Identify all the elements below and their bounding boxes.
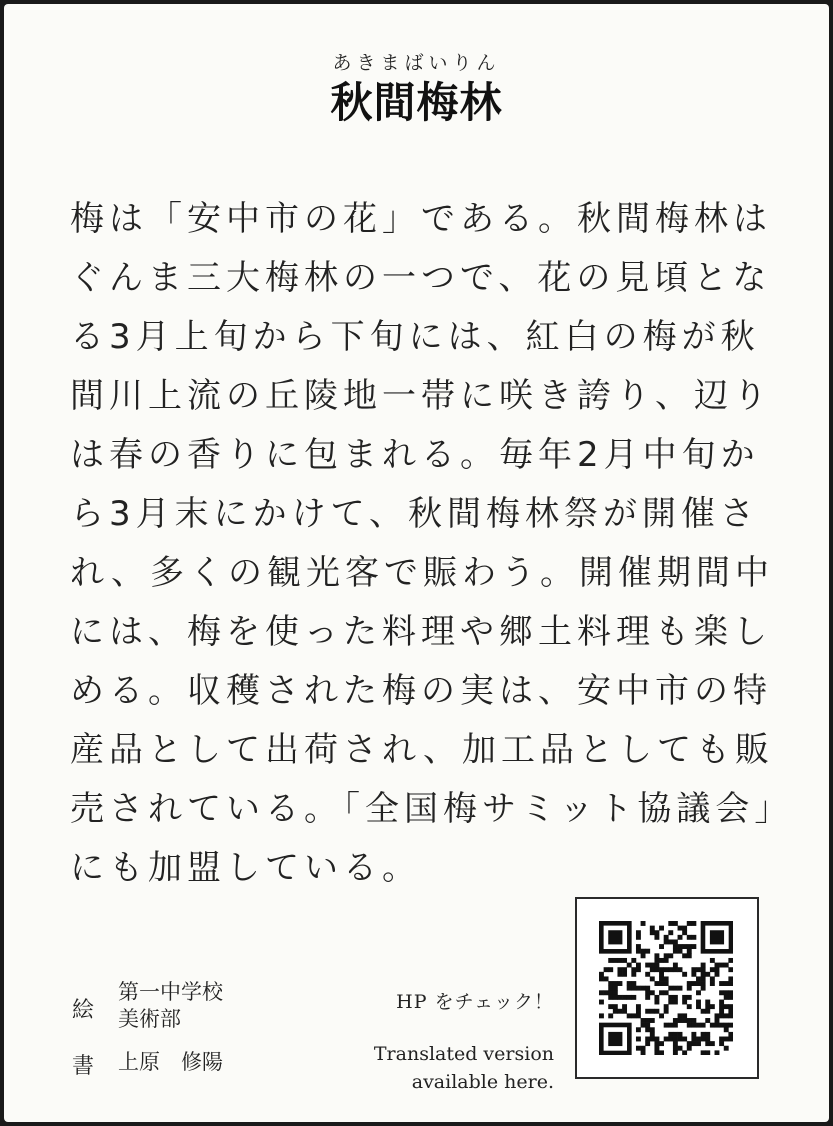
illustration-credit: [72, 979, 223, 1033]
description-line: れ、多くの観光客で賑わう。開催期間中: [70, 553, 775, 593]
hp-info: [374, 987, 554, 1096]
description-line: ぐんま三大梅林の一つで、花の見頃とな: [70, 258, 772, 298]
description-line: 売されている。「全国梅サミット協議会」: [70, 789, 794, 829]
description-line: ら3月末にかけて、秋間梅林祭が開催さ: [70, 494, 759, 534]
credits: [72, 979, 223, 1080]
illustration-name-line2: 美術部: [118, 1007, 181, 1031]
description-line: める。収穫された梅の実は、安中市の特: [70, 671, 772, 711]
description-line: にも加盟している。: [70, 848, 421, 888]
description-line: 産品として出荷され、加工品としても販: [70, 730, 775, 770]
hp-check-label: HP をチェック！: [396, 991, 554, 1013]
illustration-role: 絵: [72, 998, 95, 1023]
qr-code-link[interactable]: [575, 897, 759, 1079]
page-title: 秋間梅林: [330, 78, 503, 127]
title-furigana: あきまばいりん: [332, 52, 501, 74]
illustration-name-line1: 第一中学校: [118, 980, 223, 1004]
description-line: は春の香りに包まれる。毎年2月中旬か: [70, 435, 760, 475]
translated-line2: available here.: [411, 1071, 554, 1093]
description-line: 間川上流の丘陵地一帯に咲き誇り、辺り: [70, 376, 772, 416]
translated-line1: Translated version: [373, 1043, 554, 1065]
qr-code-icon: [599, 921, 733, 1055]
info-card: [4, 4, 829, 1122]
description-line: 梅は「安中市の花」である。秋間梅林は: [70, 199, 772, 239]
writer-role: 書: [72, 1054, 95, 1079]
writer-name: 上原 修陽: [118, 1050, 223, 1074]
description-text: [70, 190, 794, 898]
writer-credit: [72, 1049, 223, 1080]
description-line: には、梅を使った料理や郷土料理も楽し: [70, 612, 772, 652]
illustration-name: [118, 979, 223, 1033]
description-line: る3月上旬から下旬には、紅白の梅が秋: [70, 317, 760, 357]
